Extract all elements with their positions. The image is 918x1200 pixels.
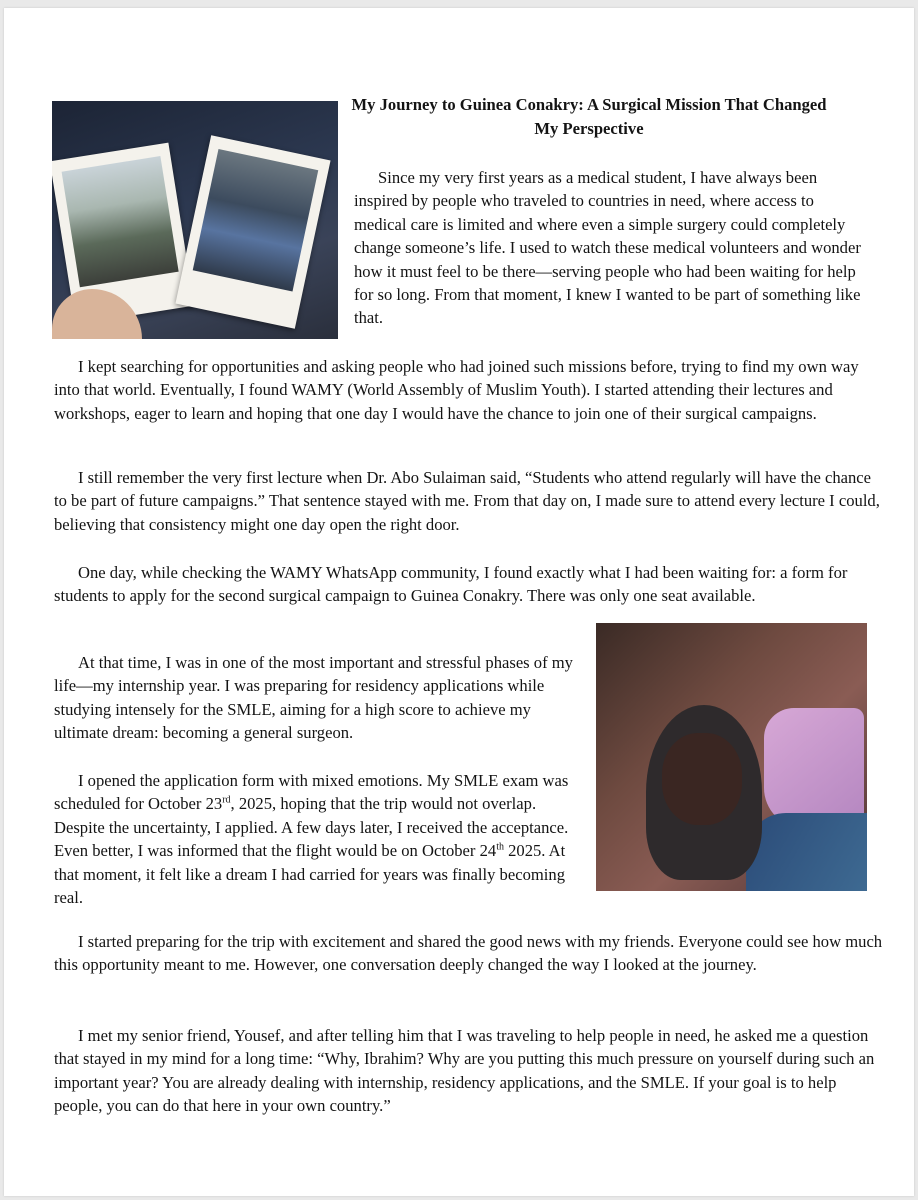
paragraph-1: Since my very first years as a medical student, I have always been inspired by people who traveled to countries in need, where access to medical care is limited and where even a simple surgery could completely change someone’s life. I used to watch these medical volunteers and wonder how it must feel to be there—serving people who had been waiting for help for so long. From that moment, I knew I wanted to be part of something like that.: [354, 168, 861, 328]
ordinal-suffix-rd: rd: [222, 794, 231, 806]
paragraph-7: I started preparing for the trip with excitement and shared the good news with my friends. Everyone could see how much this opportunity meant to me. However, one conversation deeply changed the way I looked at the journey.: [54, 932, 883, 975]
pink-cloth: [764, 708, 864, 828]
polaroid-print-right: [175, 135, 330, 329]
article-title: My Journey to Guinea Conakry: A Surgical Mission That Changed My Perspective: [351, 95, 827, 138]
paragraph-6-part-b: , 2025, hoping that the trip would not overlap. Despite the uncertainty, I applied. A few days later, I received the acceptance. Even better, I was informed that the flight would be on October 24: [54, 794, 569, 861]
paragraph-6-part-a: I opened the application form with mixed emotions. My SMLE exam was scheduled for October 23: [54, 771, 569, 814]
paragraph-8: I met my senior friend, Yousef, and after telling him that I was traveling to help people in need, he asked me a question that stayed in my mind for a long time: “Why, Ibrahim? Why are you putting this much pressure on yourself during such an important year? You are already dealing with internship, residency applications, and the SMLE. If your goal is to help people, you can do that here in your own country.”: [54, 1026, 875, 1116]
paragraph-6: [54, 769, 584, 909]
blue-blanket: [746, 813, 867, 891]
paragraph-2: I kept searching for opportunities and asking people who had joined such missions before, trying to find my own way into that world. Eventually, I found WAMY (World Assembly of Muslim Youth). I started attending their lectures and workshops, eager to learn and hoping that one day I would have the chance to join one of their surgical campaigns.: [54, 357, 859, 423]
document-page: [4, 8, 914, 1196]
polaroid-photos-image: [52, 101, 338, 339]
child-face: [662, 733, 742, 825]
child-photo-image: [596, 623, 867, 891]
ordinal-suffix-th: th: [496, 841, 504, 853]
paragraph-6-part-c: 2025. At that moment, it felt like a dream I had carried for years was finally becoming real.: [54, 841, 566, 908]
paragraph-5: At that time, I was in one of the most important and stressful phases of my life—my internship year. I was preparing for residency applications while studying intensely for the SMLE, aiming for a high score to achieve my ultimate dream: becoming a general surgeon.: [54, 653, 573, 743]
paragraph-3: I still remember the very first lecture when Dr. Abo Sulaiman said, “Students who attend regularly will have the chance to be part of future campaigns.” That sentence stayed with me. From that day on, I made sure to attend every lecture I could, believing that consistency might one day open the right door.: [54, 468, 880, 534]
paragraph-4: One day, while checking the WAMY WhatsApp community, I found exactly what I had been waiting for: a form for students to apply for the second surgical campaign to Guinea Conakry. There was only one seat available.: [54, 563, 848, 606]
